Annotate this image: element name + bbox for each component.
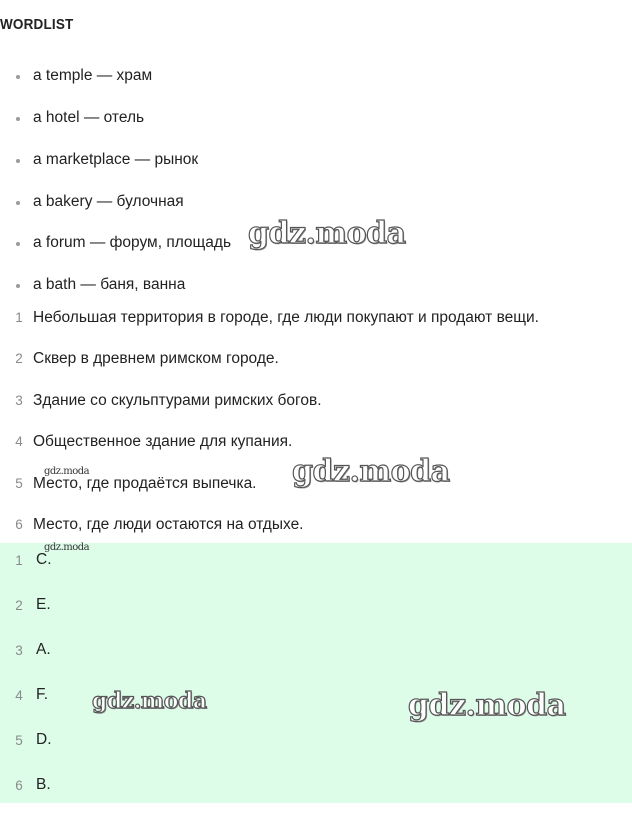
definition-text: Общественное здание для купания.	[33, 433, 293, 450]
answers-panel	[0, 543, 632, 803]
word-entry: a bath — баня, ванна	[33, 276, 186, 293]
item-number: 1	[15, 553, 23, 568]
item-number: 4	[15, 688, 23, 703]
bullet-icon	[16, 159, 20, 163]
item-number: 6	[15, 778, 23, 793]
word-entry: a bakery — булочная	[33, 193, 184, 210]
word-entry: a marketplace — рынок	[33, 151, 199, 168]
definition-text: Сквер в древнем римском городе.	[33, 350, 279, 367]
item-number: 2	[15, 351, 23, 366]
answer-item	[0, 776, 600, 796]
list-item	[0, 193, 620, 213]
watermark: gdz.moda	[44, 542, 90, 553]
list-item	[0, 276, 620, 296]
answer-text: F.	[36, 686, 49, 703]
bullet-icon	[16, 242, 20, 246]
definition-item	[0, 392, 620, 412]
definition-text: Здание со скульптурами римских богов.	[33, 392, 322, 409]
item-number: 3	[15, 643, 23, 658]
wordlist-heading: WORDLIST	[0, 16, 74, 33]
definition-text: Небольшая территория в городе, где люди покупают и продают вещи.	[33, 309, 539, 326]
answer-text: A.	[36, 641, 51, 658]
item-number: 1	[15, 310, 23, 325]
item-number: 4	[15, 434, 23, 449]
definition-item	[0, 433, 620, 453]
answer-item	[0, 731, 600, 751]
item-number: 3	[15, 393, 23, 408]
definition-text: Место, где люди остаются на отдыхе.	[33, 516, 304, 533]
list-item	[0, 67, 620, 87]
watermark: gdz.moda	[248, 216, 406, 251]
item-number: 5	[15, 476, 23, 491]
definition-text: Место, где продаётся выпечка.	[33, 475, 257, 492]
answer-item	[0, 641, 600, 661]
list-item	[0, 109, 620, 129]
list-item	[0, 151, 620, 171]
definition-item	[0, 309, 620, 329]
watermark: gdz.moda	[44, 466, 90, 477]
item-number: 5	[15, 733, 23, 748]
bullet-icon	[16, 117, 20, 121]
answer-item	[0, 596, 600, 616]
bullet-icon	[16, 75, 20, 79]
word-entry: a hotel — отель	[33, 109, 145, 126]
answer-item	[0, 551, 600, 571]
answer-text: E.	[36, 596, 51, 613]
watermark: gdz.moda	[292, 454, 450, 489]
bullet-icon	[16, 201, 20, 205]
item-number: 6	[15, 517, 23, 532]
answer-text: D.	[36, 731, 52, 748]
answer-text: B.	[36, 776, 51, 793]
word-entry: a temple — храм	[33, 67, 153, 84]
word-entry: a forum — форум, площадь	[33, 234, 232, 251]
watermark: gdz.moda	[92, 688, 207, 714]
watermark: gdz.moda	[408, 688, 566, 723]
definition-item	[0, 516, 620, 536]
answer-text: C.	[36, 551, 52, 568]
item-number: 2	[15, 598, 23, 613]
definition-item	[0, 350, 620, 370]
bullet-icon	[16, 284, 20, 288]
